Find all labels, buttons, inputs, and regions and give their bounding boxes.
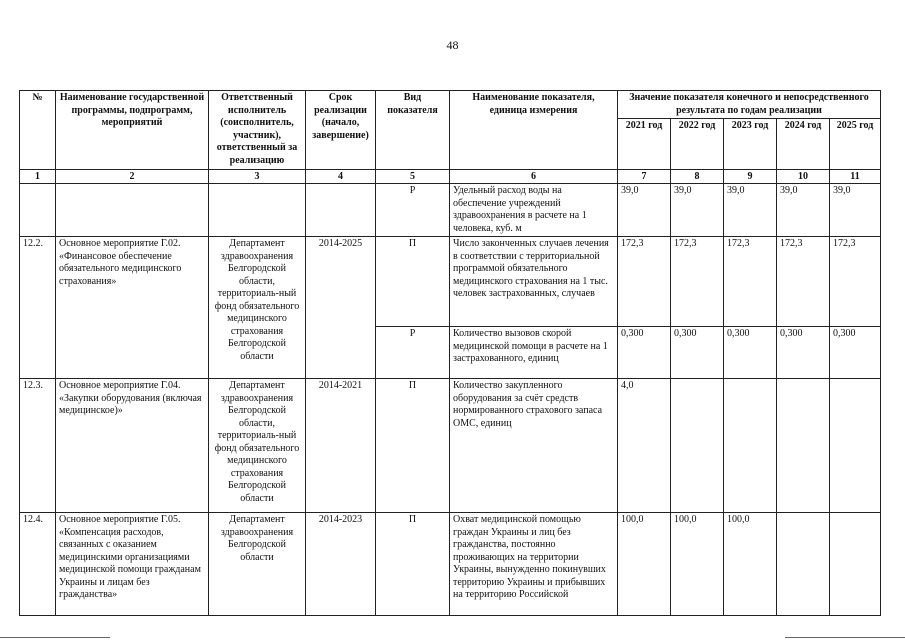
table-row <box>20 379 881 513</box>
table-row <box>20 184 881 237</box>
header-indicator: Наименование показателя, единица измерения <box>450 91 618 170</box>
indicator-value: 39,0 <box>777 184 830 237</box>
column-number: 7 <box>618 170 671 184</box>
indicator-value <box>830 513 881 616</box>
indicator-value <box>777 379 830 513</box>
term <box>306 184 376 237</box>
term: 2014-2025 <box>306 237 376 379</box>
column-number: 10 <box>777 170 830 184</box>
executor: Департамент здравоохранения Белгородской области, территориаль-ный фонд обязательного медицинского страхования Белгородской области <box>209 379 306 513</box>
indicator-type: Р <box>376 184 450 237</box>
column-number: 4 <box>306 170 376 184</box>
indicator-text: Количество закупленного оборудования за счёт средств нормированного страхового запаса ОМС, единиц <box>450 379 618 513</box>
indicator-value: 172,3 <box>618 237 671 327</box>
column-number: 5 <box>376 170 450 184</box>
header-name: Наименование государственной программы, подпрограмм, мероприятий <box>56 91 209 170</box>
column-number-row <box>20 170 881 184</box>
page-number: 48 <box>446 38 459 52</box>
header-year: 2021 год <box>618 119 671 170</box>
scan-edge-line-left <box>0 637 110 638</box>
header-year: 2022 год <box>671 119 724 170</box>
indicator-value: 4,0 <box>618 379 671 513</box>
indicator-value: 39,0 <box>671 184 724 237</box>
indicator-value <box>830 379 881 513</box>
indicator-text: Охват медицинской помощью граждан Украины и лиц без гражданства, постоянно проживающих на территории Украины, вынужденно покинувших территорию Украины и прибывших на территорию Российской <box>450 513 618 616</box>
indicator-value <box>671 379 724 513</box>
indicator-text: Число законченных случаев лечения в соответствии с территориальной программой обязательного медицинского страхования на 1 тыс. человек застрахованных, случаев <box>450 237 618 327</box>
indicator-text: Удельный расход воды на обеспечение учреждений здравоохранения в расчете на 1 человека, куб. м <box>450 184 618 237</box>
program-table <box>19 90 881 616</box>
executor: Департамент здравоохранения Белгородской области <box>209 513 306 616</box>
executor <box>209 184 306 237</box>
row-number: 12.3. <box>20 379 56 513</box>
term: 2014-2023 <box>306 513 376 616</box>
header-num: № <box>20 91 56 170</box>
header-executor: Ответственный исполнитель (соисполнитель, участник), ответственный за реализацию <box>209 91 306 170</box>
indicator-value: 172,3 <box>830 237 881 327</box>
indicator-value: 0,300 <box>830 327 881 379</box>
header-year: 2023 год <box>724 119 777 170</box>
measure-name <box>56 184 209 237</box>
executor: Департамент здравоохранения Белгородской области, территориаль-ный фонд обязательного медицинского страхования Белгородской области <box>209 237 306 379</box>
indicator-value: 39,0 <box>618 184 671 237</box>
column-number: 8 <box>671 170 724 184</box>
indicator-value: 0,300 <box>671 327 724 379</box>
measure-name: Основное мероприятие Г.04. «Закупки оборудования (включая медицинское)» <box>56 379 209 513</box>
indicator-value: 100,0 <box>618 513 671 616</box>
header-type: Вид показателя <box>376 91 450 170</box>
row-number: 12.2. <box>20 237 56 379</box>
indicator-type: П <box>376 237 450 327</box>
header-year: 2024 год <box>777 119 830 170</box>
indicator-value: 172,3 <box>671 237 724 327</box>
indicator-value: 100,0 <box>724 513 777 616</box>
indicator-type: П <box>376 379 450 513</box>
column-number: 2 <box>56 170 209 184</box>
indicator-value: 0,300 <box>724 327 777 379</box>
column-number: 6 <box>450 170 618 184</box>
header-values: Значение показателя конечного и непосредственного результата по годам реализации <box>618 91 881 119</box>
indicator-value: 0,300 <box>777 327 830 379</box>
indicator-value: 172,3 <box>777 237 830 327</box>
column-number: 11 <box>830 170 881 184</box>
indicator-value <box>777 513 830 616</box>
indicator-type: Р <box>376 327 450 379</box>
column-number: 1 <box>20 170 56 184</box>
header-year: 2025 год <box>830 119 881 170</box>
scan-edge-line-right <box>785 637 905 638</box>
indicator-value: 100,0 <box>671 513 724 616</box>
row-number <box>20 184 56 237</box>
row-number: 12.4. <box>20 513 56 616</box>
table-row <box>20 513 881 616</box>
indicator-value: 0,300 <box>618 327 671 379</box>
indicator-value: 172,3 <box>724 237 777 327</box>
table-row <box>20 237 881 327</box>
measure-name: Основное мероприятие Г.02. «Финансовое обеспечение обязательного медицинского страхования» <box>56 237 209 379</box>
indicator-value: 39,0 <box>830 184 881 237</box>
indicator-value <box>724 379 777 513</box>
indicator-type: П <box>376 513 450 616</box>
column-number: 3 <box>209 170 306 184</box>
term: 2014-2021 <box>306 379 376 513</box>
column-number: 9 <box>724 170 777 184</box>
indicator-value: 39,0 <box>724 184 777 237</box>
indicator-text: Количество вызовов скорой медицинской помощи в расчете на 1 застрахованного, единиц <box>450 327 618 379</box>
header-term: Срок реализации (начало, завершение) <box>306 91 376 170</box>
measure-name: Основное мероприятие Г.05. «Компенсация расходов, связанных с оказанием медицинскими организациями медицинской помощи гражданам Украины и лицам без гражданства» <box>56 513 209 616</box>
